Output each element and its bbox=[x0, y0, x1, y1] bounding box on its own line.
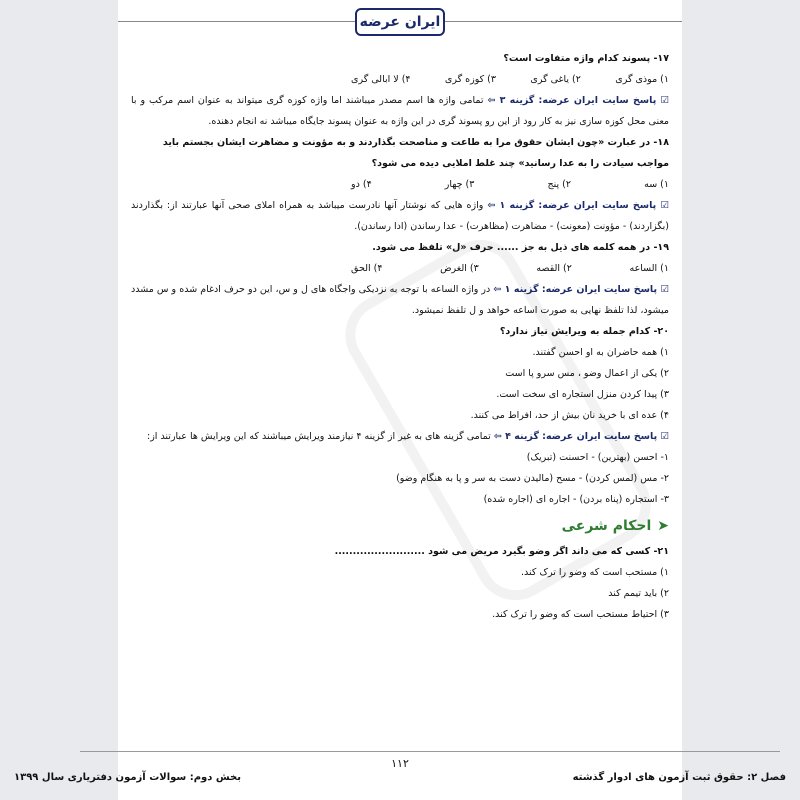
footer-chapter: فصل ۲: حقوق ثبت آزمون های ادوار گذشته bbox=[572, 772, 786, 783]
option: ۱) الساعه bbox=[629, 263, 669, 274]
answer-18 bbox=[131, 195, 669, 237]
footer-rule bbox=[80, 751, 780, 752]
page-number: ۱۱۲ bbox=[391, 757, 409, 770]
options-17 bbox=[131, 69, 669, 90]
answer-20 bbox=[131, 426, 669, 447]
options-19 bbox=[131, 258, 669, 279]
left-margin bbox=[0, 0, 118, 800]
question-19: ۱۹- در همه کلمه های ذیل به جز ...... حرف «ل» تلفظ می شود. bbox=[372, 242, 669, 253]
option: ۲) باید تیمم کند bbox=[608, 588, 669, 599]
option: ۳) چهار bbox=[444, 179, 475, 190]
option: ۳) الغرض bbox=[440, 263, 479, 274]
answer-text: واژه هایی که نوشتار آنها نادرست میباشد به همراه املای صحی آنها عبارتند از: بگذاردند (بگزاردند) - مؤونت (معونت) - مضاهرت (مظاهرت) - عدا رساندن (ادا رساندن). bbox=[131, 200, 669, 232]
option: ۳) کوزه گری bbox=[444, 74, 496, 85]
main-content bbox=[131, 48, 669, 625]
section-heading bbox=[131, 516, 669, 537]
option: ۴) لا ابالی گری bbox=[351, 74, 411, 85]
correction-item: ۱- احسن (بهترین) - احسنت (تبریک) bbox=[526, 452, 669, 463]
option: ۲) پنج bbox=[547, 179, 571, 190]
option: ۳) پیدا کردن منزل استجاره ای سخت است. bbox=[496, 389, 669, 400]
question-20: ۲۰- کدام جمله به ویرایش نیاز ندارد؟ bbox=[499, 326, 669, 337]
answer-lead: ☑ پاسخ سایت ایران عرضه: گزینه ۱ ⇦ bbox=[487, 200, 669, 211]
footer bbox=[14, 772, 786, 783]
question-18: ۱۸- در عبارت «چون ایشان حقوق مرا به طاعت و مناصحت بگذاردند و به مؤونت و مضاهرت ایشان بجستم باید مواجب سیادت را به عدا رسانید» چند غلط املایی دیده می شود؟ bbox=[162, 137, 669, 169]
leaf-icon: ➤ bbox=[657, 518, 669, 534]
option: ۱) مستحب است که وضو را ترک کند. bbox=[521, 567, 669, 578]
section-title: احکام شرعی bbox=[561, 518, 652, 534]
options-18 bbox=[131, 174, 669, 195]
option: ۴) الحق bbox=[351, 263, 383, 274]
correction-item: ۳- استجاره (پناه بردن) - اجاره ای (اجاره شده) bbox=[483, 494, 669, 505]
option: ۳) احتیاط مستحب است که وضو را ترک کند. bbox=[492, 609, 669, 620]
option: ۱) موذی گری bbox=[615, 74, 669, 85]
answer-19 bbox=[131, 279, 669, 321]
answer-lead: ☑ پاسخ سایت ایران عرضه: گزینه ۱ ⇦ bbox=[493, 284, 669, 295]
answer-lead: ☑ پاسخ سایت ایران عرضه: گزینه ۳ ⇦ bbox=[487, 95, 669, 106]
right-margin bbox=[682, 0, 800, 800]
option: ۴) عده ای با خرید نان بیش از حد، افراط می کنند. bbox=[470, 410, 669, 421]
answer-text: تمامی گزینه های به غیر از گزینه ۴ نیازمند ویرایش میباشند که این ویرایش ها عبارتند از: bbox=[147, 431, 491, 442]
brand-logo bbox=[355, 8, 445, 36]
answer-text: در واژه الساعه با توجه به نزدیکی واجگاه های ل و س، این دو حرف ادغام شده و س مشدد میشود، لذا تلفظ نهایی به صورت اساعه خواهد و ل تلفظ نمیشود. bbox=[131, 284, 669, 316]
option: ۱) همه حاضران به او احسن گفتند. bbox=[532, 347, 669, 358]
option: ۴) دو bbox=[351, 179, 372, 190]
question-21: ۲۱- کسی که می داند اگر وضو بگیرد مریض می شود ......................... bbox=[334, 546, 669, 557]
answer-17 bbox=[131, 90, 669, 132]
footer-section: بخش دوم: سوالات آزمون دفتریاری سال ۱۳۹۹ bbox=[14, 772, 241, 783]
document-sheet bbox=[118, 0, 682, 800]
option: ۲) القصه bbox=[536, 263, 572, 274]
option: ۲) یاغی گری bbox=[530, 74, 581, 85]
question-17: ۱۷- پسوند کدام واژه متفاوت است؟ bbox=[503, 53, 669, 64]
answer-text: تمامی واژه ها اسم مصدر میباشند اما واژه کوزه گری میتواند به عنوان اسم مرکب و با معنی محل کوزه سازی نیز به کار رود از این رو پسوند گری در این واژه به عنوان پسوند جایگاه میباشد نه انجام دهنده. bbox=[131, 95, 669, 127]
option: ۱) سه bbox=[644, 179, 669, 190]
answer-lead: ☑ پاسخ سایت ایران عرضه: گزینه ۴ ⇦ bbox=[493, 431, 669, 442]
logo-text: ایران عرضه bbox=[359, 14, 441, 30]
correction-item: ۲- مس (لمس کردن) - مسح (مالیدن دست به سر و پا به هنگام وضو) bbox=[396, 473, 669, 484]
option: ۲) یکی از اعمال وضو ، مس سرو پا است bbox=[505, 368, 669, 379]
